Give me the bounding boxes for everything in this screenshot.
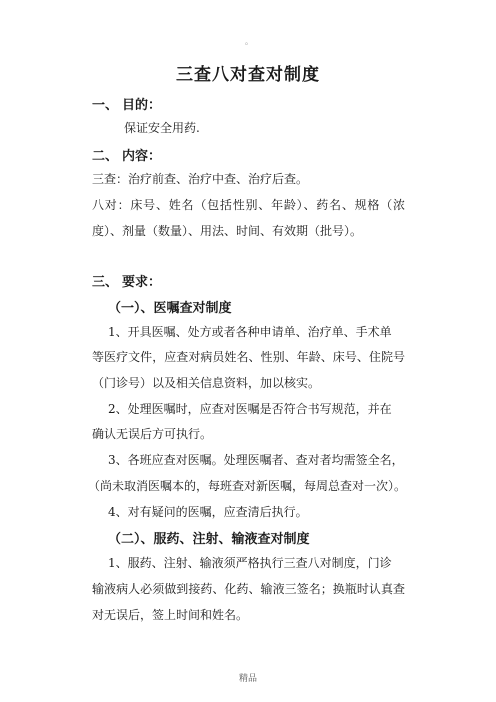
three-checks-text: 三查：治疗前查、治疗中查、治疗后查。 <box>92 172 309 186</box>
section-title: 要求： <box>122 275 162 290</box>
section-number: 二、 <box>92 149 119 164</box>
page-title: 三查八对查对制度 <box>176 65 320 85</box>
section-title: 目的： <box>122 98 162 113</box>
medication-item-1-line-1: 1、服药、注射、输液须严格执行三查八对制度，门诊 <box>108 556 392 570</box>
subsection-heading-medication: （二）、服药、注射、输液查对制度 <box>108 532 310 547</box>
eight-checks-line-1: 八对：床号、姓名（包括性别、年龄）、药名、规格（浓 <box>92 198 405 212</box>
section-heading-requirements <box>92 271 161 290</box>
orders-item-1-line-2: 等医疗文件，应查对病员姓名、性别、年龄、床号、住院号 <box>92 350 405 364</box>
medication-item-1-line-2: 输液病人必须做到接药、化药、输液三签名；换瓶时认真查 <box>92 582 405 596</box>
orders-item-2-line-2: 确认无误后方可执行。 <box>92 427 213 441</box>
purpose-text: 保证安全用药. <box>124 121 200 135</box>
footer-text: 精品 <box>238 674 257 684</box>
section-title: 内容： <box>122 149 162 164</box>
orders-item-3-line-2: （尚未取消医嘱本的，每班查对新医嘱，每周总查对一次）。 <box>88 479 407 493</box>
orders-item-3-line-1: 3、各班应查对医嘱。处理医嘱者、查对者均需签全名， <box>108 453 404 467</box>
orders-item-2-line-1: 2、处理医嘱时，应查对医嘱是否符合书写规范，并在 <box>108 402 392 416</box>
orders-item-1-line-3: （门诊号）以及相关信息资料，加以核实。 <box>92 376 321 390</box>
eight-checks-line-2: 度）、剂量（数量）、用法、时间、有效期（批号）。 <box>92 224 363 238</box>
section-heading-purpose <box>92 94 161 113</box>
orders-item-4-line-1: 4、对有疑问的医嘱，应查清后执行。 <box>108 505 308 519</box>
medication-item-1-line-3: 对无误后，签上时间和姓名。 <box>92 608 249 622</box>
section-heading-content <box>92 145 161 164</box>
section-number: 一、 <box>92 98 119 113</box>
section-number: 三、 <box>92 275 119 290</box>
header-mark: 。 <box>245 37 253 46</box>
orders-item-1-line-1: 1、开具医嘱、处方或者各种申请单、治疗单、手术单 <box>108 325 392 339</box>
subsection-heading-orders: （一）、医嘱查对制度 <box>108 301 232 316</box>
